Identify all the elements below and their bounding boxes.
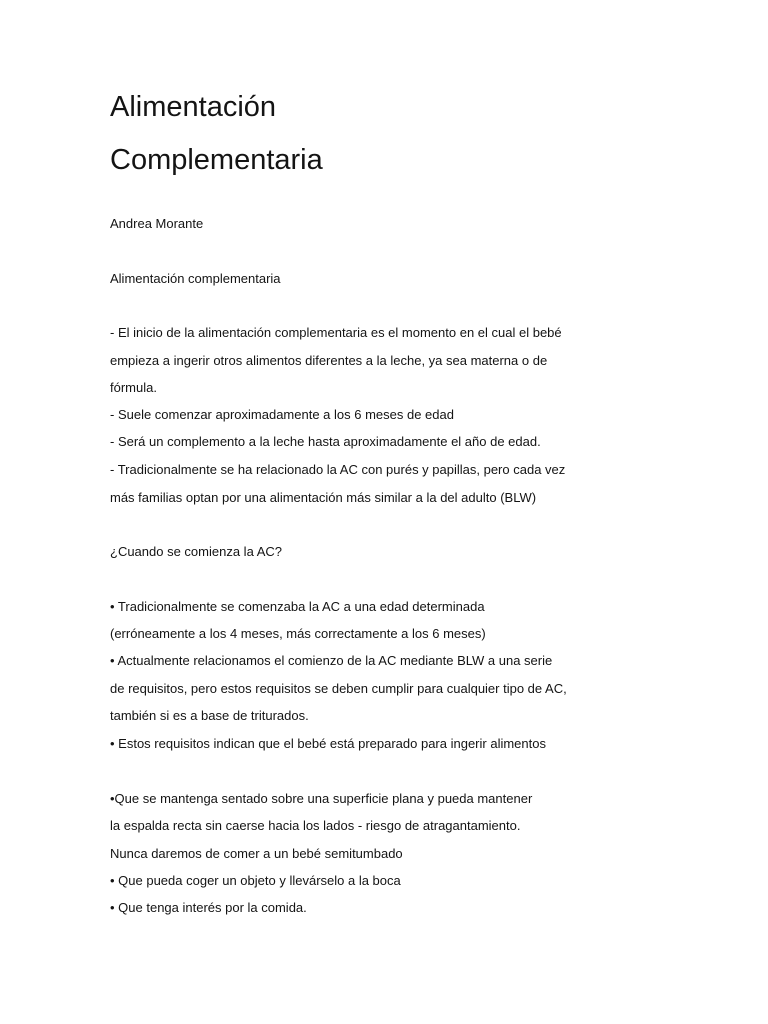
paragraph-line: - Suele comenzar aproximadamente a los 6 meses de edad <box>110 407 454 422</box>
paragraph-line: - Tradicionalmente se ha relacionado la AC con purés y papillas, pero cada vez <box>110 462 566 477</box>
paragraph-line: - El inicio de la alimentación complementaria es el momento en el cual el bebé <box>110 325 562 340</box>
requirement-line: •Que se mantenga sentado sobre una superficie plana y pueda mantener <box>110 791 533 806</box>
bullet-line: • Actualmente relacionamos el comienzo de la AC mediante BLW a una serie <box>110 653 553 668</box>
author-name: Andrea Morante <box>110 216 204 231</box>
paragraph-line: más familias optan por una alimentación más similar a la del adulto (BLW) <box>110 490 537 505</box>
bullet-line: • Tradicionalmente se comenzaba la AC a una edad determinada <box>110 599 485 614</box>
requirement-line: • Que pueda coger un objeto y llevárselo a la boca <box>110 873 401 888</box>
bullet-line: también si es a base de triturados. <box>110 708 309 723</box>
paragraph-line: - Será un complemento a la leche hasta aproximadamente el año de edad. <box>110 434 541 449</box>
bullet-line: de requisitos, pero estos requisitos se deben cumplir para cualquier tipo de AC, <box>110 681 567 696</box>
requirement-line: Nunca daremos de comer a un bebé semitumbado <box>110 846 403 861</box>
document-title-line-1: Alimentación <box>110 91 277 123</box>
paragraph-line: empieza a ingerir otros alimentos diferentes a la leche, ya sea materna o de <box>110 353 548 368</box>
section-heading: Alimentación complementaria <box>110 271 281 286</box>
requirement-line: la espalda recta sin caerse hacia los lados - riesgo de atragantamiento. <box>110 818 521 833</box>
document-title-line-2: Complementaria <box>110 144 323 176</box>
requirement-line: • Que tenga interés por la comida. <box>110 900 307 915</box>
paragraph-line: fórmula. <box>110 380 157 395</box>
bullet-line: (erróneamente a los 4 meses, más correctamente a los 6 meses) <box>110 626 486 641</box>
question-heading: ¿Cuando se comienza la AC? <box>110 544 282 559</box>
bullet-line: • Estos requisitos indican que el bebé está preparado para ingerir alimentos <box>110 736 546 751</box>
